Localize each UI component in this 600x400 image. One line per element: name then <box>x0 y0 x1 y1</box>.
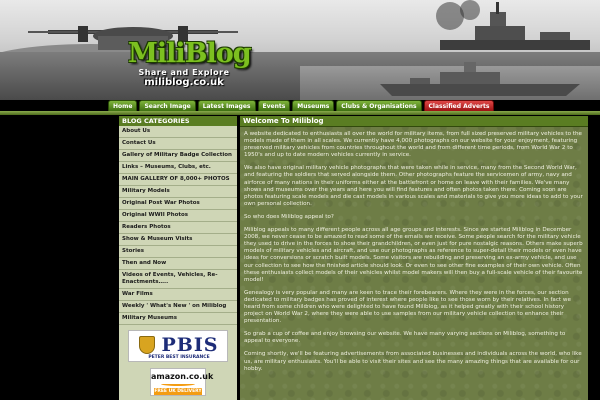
amazon-smile-icon <box>161 382 195 386</box>
nav-underline <box>0 111 600 115</box>
intro-paragraph-6: So grab a cup of coffee and enjoy browsing our website. We have many varying sections on Miliblog, something to appeal to everyone. <box>244 331 566 345</box>
intro-paragraph-7: Coming shortly, we'll be featuring advertisements from associated businesses and individuals across the world, who like us, are military enthusiasts. You'll be able to visit their sites and see the many amazing things that are available for our hobby. <box>244 351 582 372</box>
sidebar-item-contact-us[interactable]: Contact Us <box>119 138 237 150</box>
intro-paragraph-2: We also have original military vehicle photographs that were taken while in service, many from the Second World War, and featuring the soldiers that served alongside them. Other photographs feature the servicemen of army, navy and airforce of many nations in their uniforms either at the battlefront or home on leave with their families. We've many shows and museums over the years and here you will find features and often photos taken there. Coming soon are photos featuring scale models and die cast models in various scales and materials to give you more ideas to add to your own personal collection. <box>244 165 583 207</box>
sidebar-item-main-gallery[interactable]: MAIN GALLERY OF 8,000+ PHOTOS <box>119 174 237 186</box>
sidebar-item-readers-photos[interactable]: Readers Photos <box>119 222 237 234</box>
amazon-logo: amazon.co.uk <box>151 372 214 381</box>
sidebar <box>119 116 237 400</box>
nav-tab-classified-adverts[interactable]: Classified Adverts <box>424 100 495 111</box>
sidebar-item-weekly-whats-new[interactable]: Weekly ' What's New ' on Miliblog <box>119 301 237 313</box>
pbis-text: PETER BEST INSURANCE <box>148 355 210 360</box>
nav-tab-events[interactable]: Events <box>258 100 291 111</box>
site-header <box>0 0 600 100</box>
sidebar-ads <box>119 325 237 400</box>
sidebar-item-videos[interactable]: Videos of Events, Vehicles, Re-Enactments….. <box>119 270 237 289</box>
sidebar-item-links[interactable]: Links – Museums, Clubs, etc. <box>119 162 237 174</box>
sidebar-item-post-war-photos[interactable]: Original Post War Photos <box>119 198 237 210</box>
logo-tagline: Share and Explore <box>138 68 230 77</box>
sidebar-item-show-museum-visits[interactable]: Show & Museum Visits <box>119 234 237 246</box>
nav-tab-museums[interactable]: Museums <box>292 100 334 111</box>
sidebar-item-military-models[interactable]: Military Models <box>119 186 237 198</box>
page-title: Welcome To Miliblog <box>240 116 588 127</box>
main-nav <box>108 100 494 111</box>
amazon-advert[interactable] <box>150 368 214 396</box>
nav-tab-home[interactable]: Home <box>108 100 137 111</box>
sidebar-item-war-films[interactable]: War Films <box>119 289 237 301</box>
frigate-image <box>380 62 580 100</box>
intro-paragraph-4: Miliblog appeals to many different people across all age groups and interests. Since we started Miliblog in December 2008, we never cease to be amazed to read some of the emails we receive. Some people search for the military vehicle they used to drive in the forces to show their grandchildren, or even just for pure nostalgic reasons. Others make superb models of military vehicles and aircraft, and use our photographs as reference to super-detail their models or even have ideas for conversions or scratch built models. Some visitors are rebuilding and preserving an ex-army vehicle, and use our collection to see how the finished article should look. Or even to see other fine examples of their own vehicle. Often these enthusiasts collect models of their vehicles whilst model makers will then buy a full-scale vehicle of their favourite model! <box>244 227 583 283</box>
logo-domain: miliblog.co.uk <box>144 77 224 88</box>
sidebar-item-military-museums[interactable]: Military Museums <box>119 313 237 325</box>
pbis-advert[interactable] <box>128 330 228 362</box>
intro-paragraph-5: Genealogy is very popular and many are keen to trace their forebearers. Where they were in the forces, our section dedicated to military badges has proved of interest where people like to see those worn by their relatives. In fact we heard from some children who were delighted to have found Miliblog, as it helped greatly with their school history project on World War 2, where they were able to use samples from our military vehicle collection to enhance their presentation. <box>244 289 571 325</box>
pbis-logo: PBIS <box>161 334 219 356</box>
sidebar-item-about-us[interactable]: About Us <box>119 126 237 138</box>
logo-title: MiliBlog <box>128 38 251 69</box>
warship-image <box>430 0 600 60</box>
intro-paragraph-1: A website dedicated to enthusiasts all over the world for military items, from full sized preserved military vehicles to the models made of them in all scales. We currently have 4,000 photographs on our website for your enjoyment, featuring preserved military vehicles from countries throughout the world and from different time periods, from World War 2 to 1950's and up to date modern vehicles currently in service. <box>244 131 582 159</box>
sidebar-item-stories[interactable]: Stories <box>119 246 237 258</box>
nav-tab-clubs[interactable]: Clubs & Organisations <box>336 100 421 111</box>
nav-tab-search-image[interactable]: Search Image <box>139 100 195 111</box>
intro-paragraph-3: So who does Miliblog appeal to? <box>244 213 334 220</box>
sidebar-heading: BLOG CATEGORIES <box>119 116 237 126</box>
sidebar-item-badge-gallery[interactable]: Gallery of Military Badge Collection <box>119 150 237 162</box>
nav-tab-latest-images[interactable]: Latest Images <box>198 100 256 111</box>
site-logo[interactable] <box>128 38 251 88</box>
welcome-text <box>240 127 588 373</box>
main-content <box>240 116 588 400</box>
sidebar-item-then-and-now[interactable]: Then and Now <box>119 258 237 270</box>
amazon-free-delivery-badge: FREE UK DELIVERY <box>154 389 202 394</box>
sidebar-item-wwii-photos[interactable]: Original WWII Photos <box>119 210 237 222</box>
